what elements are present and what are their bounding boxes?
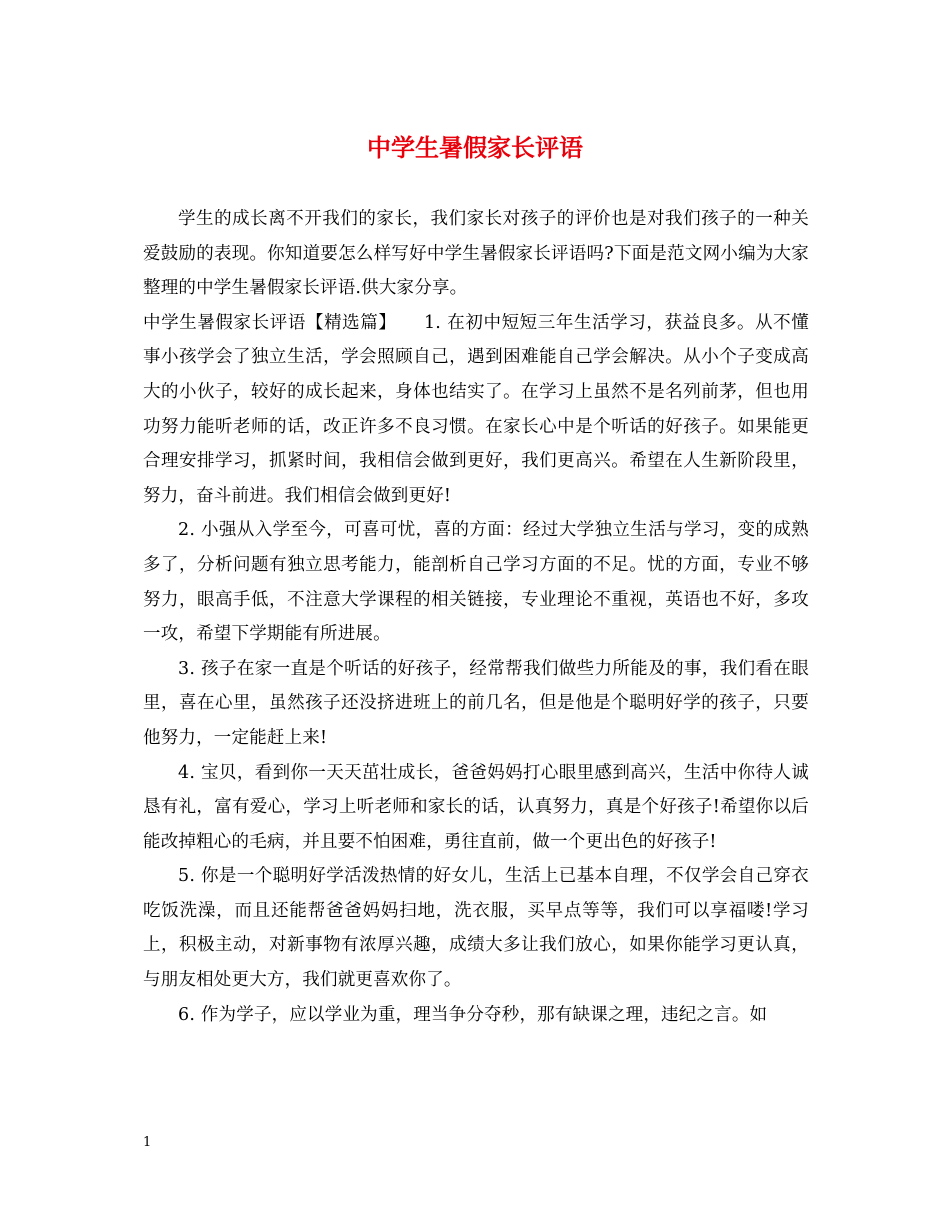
paragraph-6: 6. 作为学子，应以学业为重，理当争分夺秒，那有缺课之理，违纪之言。如: [178, 1004, 768, 1025]
intro-paragraph: 学生的成长离不开我们的家长，我们家长对孩子的评价也是对我们孩子的一种关爱鼓励的表现。你知道要怎么样写好中学生暑假家长评语吗?下面是范文网小编为大家整理的中学生暑假家长评语.供大家分享。: [143, 209, 809, 299]
document-body: [143, 202, 809, 1032]
paragraph-1: 中学生暑假家长评语【精选篇】 1. 在初中短短三年生活学习，获益良多。从不懂事小孩学会了独立生活，学会照顾自己，遇到困难能自己学会解决。从小个子变成高大的小伙子，较好的成长起来，身体也结实了。在学习上虽然不是名列前茅，但也用功努力能听老师的话，改正许多不良习惯。在家长心中是个听话的好孩子。如果能更合理安排学习，抓紧时间，我相信会做到更好，我们更高兴。希望在人生新阶段里，努力，奋斗前进。我们相信会做到更好!: [143, 312, 809, 506]
paragraph-2: 2. 小强从入学至今，可喜可忧，喜的方面：经过大学独立生活与学习，变的成熟多了，分析问题有独立思考能力，能剖析自己学习方面的不足。忧的方面，专业不够努力，眼高手低，不注意大学课程的相关链接，专业理论不重视，英语也不好，多攻一攻，希望下学期能有所进展。: [143, 520, 809, 645]
paragraph-5: 5. 你是一个聪明好学活泼热情的好女儿，生活上已基本自理，不仅学会自己穿衣吃饭洗澡，而且还能帮爸爸妈妈扫地，洗衣服，买早点等等，我们可以享福喽!学习上，积极主动，对新事物有浓厚兴趣，成绩大多让我们放心，如果你能学习更认真，与朋友相处更大方，我们就更喜欢你了。: [143, 866, 809, 991]
paragraph-3: 3. 孩子在家一直是个听话的好孩子，经常帮我们做些力所能及的事，我们看在眼里，喜在心里，虽然孩子还没挤进班上的前几名，但是他是个聪明好学的孩子，只要他努力，一定能赶上来!: [143, 658, 809, 748]
paragraph-4: 4. 宝贝，看到你一天天茁壮成长，爸爸妈妈打心眼里感到高兴，生活中你待人诚恳有礼，富有爱心，学习上听老师和家长的话，认真努力，真是个好孩子!希望你以后能改掉粗心的毛病，并且要不怕困难，勇往直前，做一个更出色的好孩子!: [143, 762, 809, 852]
document-title: 中学生暑假家长评语: [367, 133, 583, 162]
page-number: 1: [143, 1135, 152, 1150]
